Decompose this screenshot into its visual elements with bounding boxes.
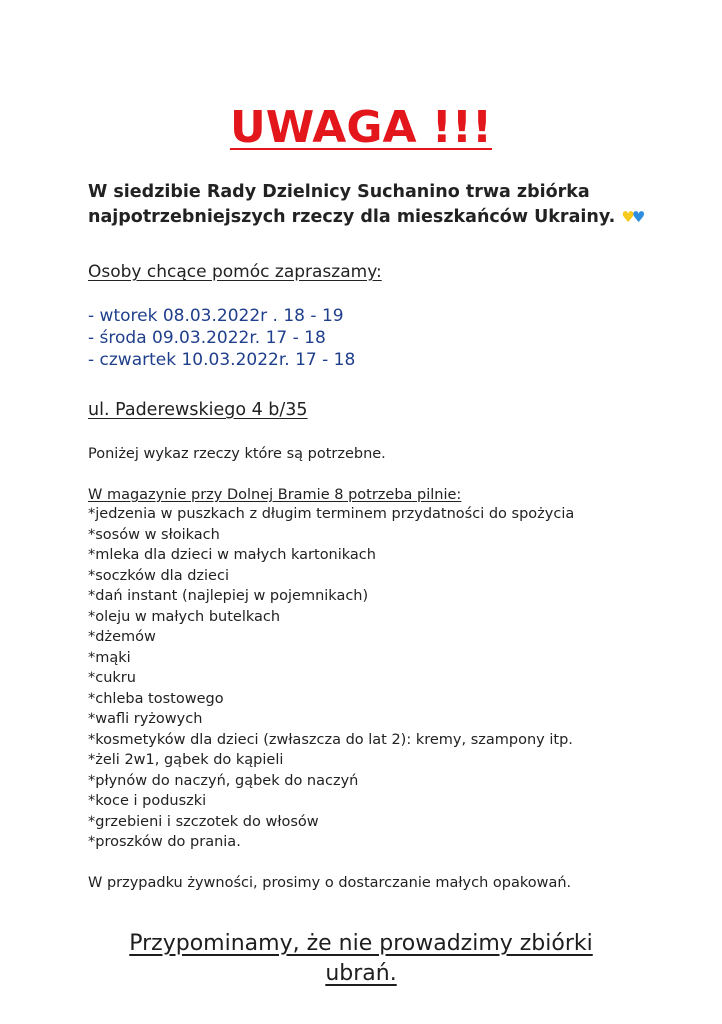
list-item: *sosów w słoikach (88, 526, 220, 543)
poster-title (0, 100, 722, 156)
dates-list (88, 305, 355, 371)
list-item: *proszków do prania. (88, 834, 241, 850)
date-item-wednesday: - środa 09.03.2022r. 17 - 18 (88, 328, 326, 348)
list-item: *mleka dla dzieci w małych kartonikach (88, 547, 376, 563)
list-item: *dań instant (najlepiej w pojemnikach) (88, 588, 369, 604)
list-item: *cukru (88, 670, 136, 686)
blue-heart-icon: ♥ (631, 208, 646, 226)
clothing-reminder (0, 929, 722, 989)
warehouse-heading: W magazynie przy Dolnej Bramie 8 potrzeba pilnie: (88, 487, 462, 503)
intro-line-2 (88, 205, 688, 230)
food-packaging-note: W przypadku żywności, prosimy o dostarczanie małych opakowań. (88, 875, 572, 891)
list-item: *płynów do naczyń, gąbek do naczyń (88, 772, 359, 789)
date-item-thursday: - czwartek 10.03.2022r. 17 - 18 (88, 350, 356, 370)
title-text: UWAGA !!! (229, 102, 493, 153)
intro-line-1: W siedzibie Rady Dzielnicy Suchanino trwa zbiórka (88, 182, 590, 202)
list-item: *mąki (88, 649, 131, 666)
intro-line-2-text: najpotrzebniejszych rzeczy dla mieszkańców Ukrainy. (88, 207, 616, 227)
yellow-heart-icon: ♥ (621, 208, 635, 226)
list-item: *wafli ryżowych (88, 711, 203, 727)
list-item: *żeli 2w1, gąbek do kąpieli (88, 752, 284, 768)
reminder-line-2: ubrań. (325, 961, 397, 986)
date-item-tuesday: - wtorek 08.03.2022r . 18 - 19 (88, 306, 344, 326)
list-item: *dżemów (88, 629, 156, 645)
below-list-intro: Poniżej wykaz rzeczy które są potrzebne. (88, 446, 386, 462)
needed-items-list (88, 504, 688, 853)
list-item: *koce i poduszki (88, 793, 207, 809)
invite-heading: Osoby chcące pomóc zapraszamy: (88, 262, 382, 282)
list-item: *kosmetyków dla dzieci (zwłaszcza do lat 2): kremy, szampony itp. (88, 731, 573, 748)
list-item: *chleba tostowego (88, 690, 224, 707)
intro-paragraph (88, 180, 688, 230)
reminder-line-1: Przypominamy, że nie prowadzimy zbiórki (129, 931, 593, 956)
list-item: *jedzenia w puszkach z długim terminem przydatności do spożycia (88, 506, 575, 522)
list-item: *grzebieni i szczotek do włosów (88, 813, 319, 830)
address-text: ul. Paderewskiego 4 b/35 (88, 400, 308, 420)
list-item: *oleju w małych butelkach (88, 608, 281, 625)
list-item: *soczków dla dzieci (88, 567, 229, 584)
